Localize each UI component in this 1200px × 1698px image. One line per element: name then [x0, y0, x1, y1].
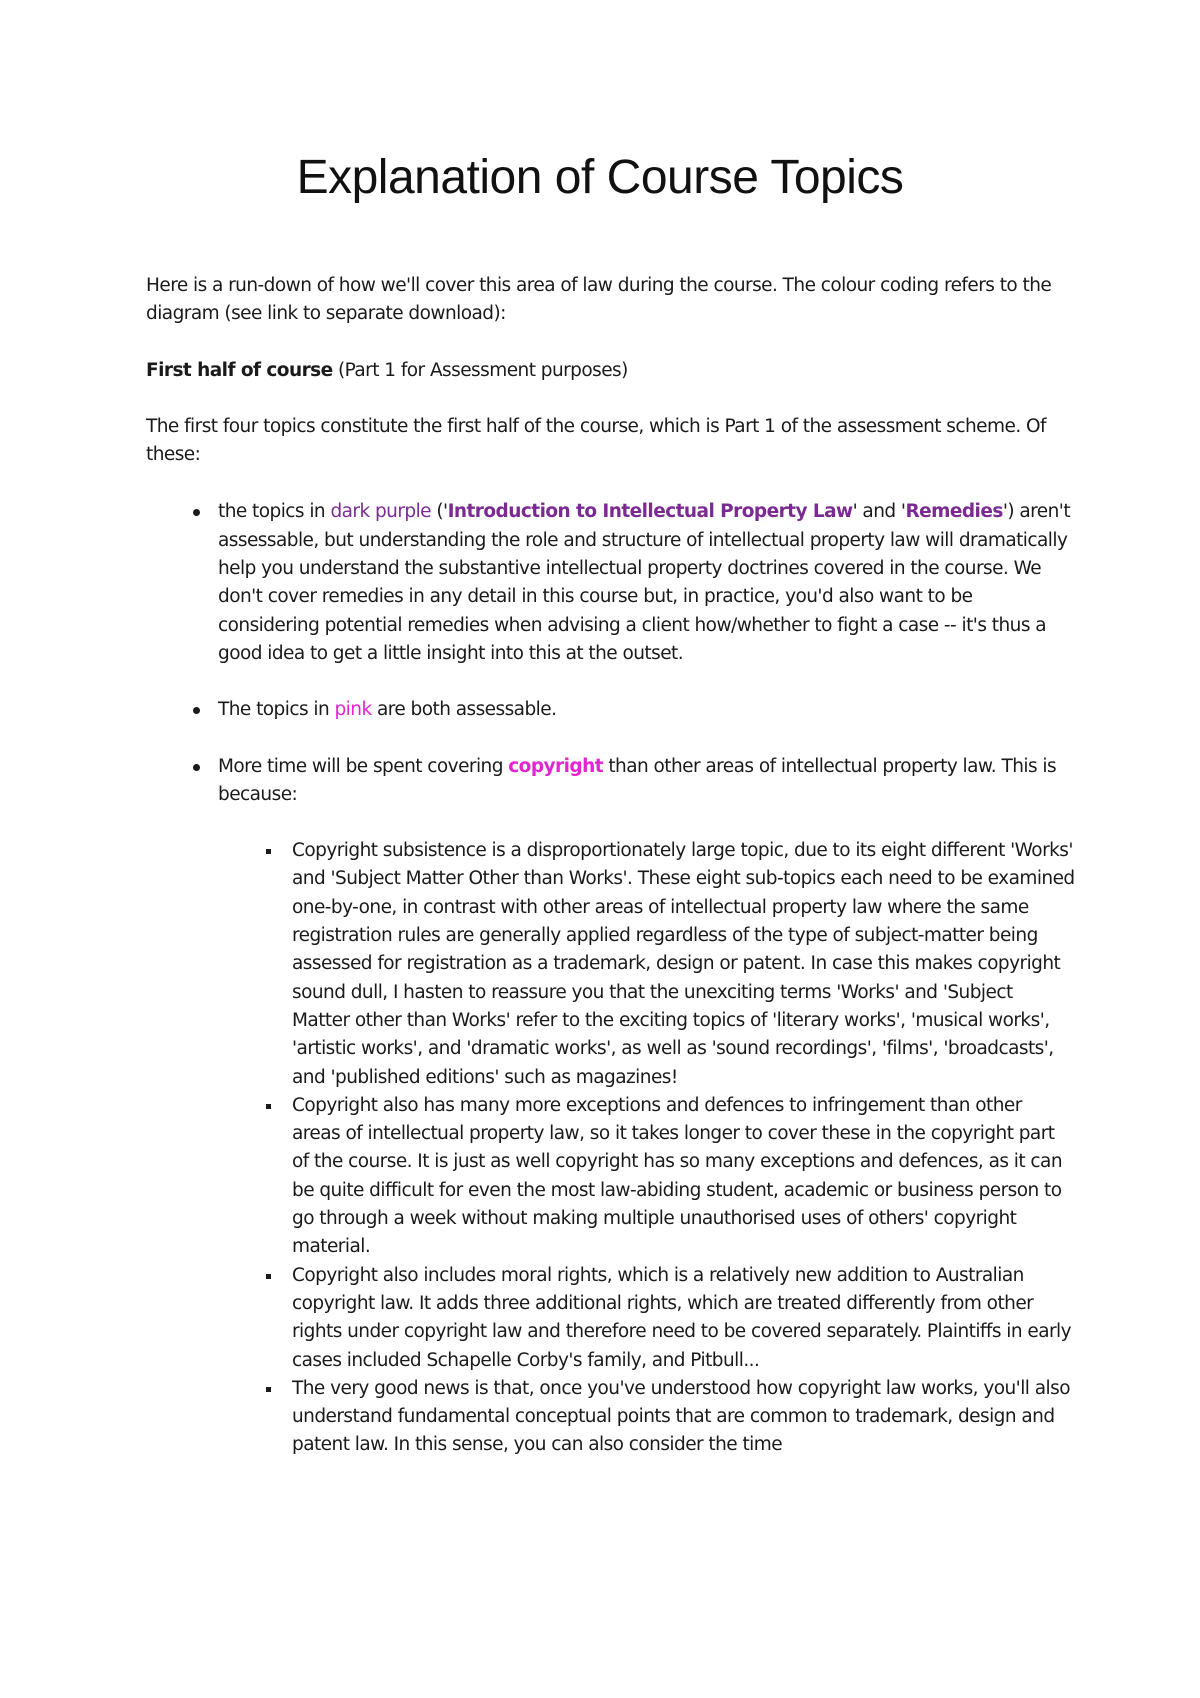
pink-label: pink — [334, 699, 372, 721]
intro-paragraph: Here is a run-down of how we'll cover this area of law during the course. The colour coding refers to the diagram (see link to separate download): — [146, 275, 1052, 325]
first-half-note: (Part 1 for Assessment purposes) — [332, 359, 628, 381]
text-run: are both assessable. — [371, 699, 557, 721]
first-half-paragraph — [146, 357, 1076, 385]
list-item-copyright — [146, 753, 1076, 1460]
text-run: the topics in — [218, 501, 331, 523]
sub-list-item — [218, 1262, 1075, 1375]
sub-item-text: Copyright also has many more exceptions and defences to infringement than other areas of intellectual property law, so it takes longer to cover these in the copyright part of the course. It is just as well copyright has so many exceptions and defences, as it can be quite difficult for even the most law-abiding student, academic or business person to go through a week without making multiple unauthorised uses of others' copyright material. — [292, 1094, 1063, 1258]
sub-item-text: Copyright also includes moral rights, which is a relatively new addition to Australian copyright law. It adds three additional rights, which are treated differently from other rights under copyright law and therefore need to be covered separately. Plaintiffs in early cases included Schapelle Corby's family, and Pitbull... — [292, 1264, 1072, 1371]
bullet-icon — [193, 764, 200, 771]
list-item-pink — [146, 696, 1076, 724]
sub-list-item — [218, 837, 1075, 1092]
document-body — [146, 272, 1076, 1488]
page-title: Explanation of Course Topics — [296, 151, 904, 204]
square-bullet-icon — [266, 1104, 271, 1109]
square-bullet-icon — [266, 1387, 271, 1392]
bullet-icon — [193, 707, 200, 714]
list-item-dark-purple — [146, 498, 1076, 668]
text-run: (' — [431, 501, 448, 523]
first-half-heading: First half of course — [146, 359, 333, 381]
sub-list-item — [218, 1375, 1075, 1460]
topic-remedies: Remedies — [905, 501, 1003, 523]
square-bullet-icon — [266, 849, 271, 854]
sub-list-item — [218, 1092, 1075, 1262]
copyright-reasons-list — [218, 837, 1076, 1460]
text-run: ' and ' — [852, 501, 906, 523]
topics-list — [146, 498, 1076, 1459]
first-four-paragraph: The first four topics constitute the first half of the course, which is Part 1 of the assessment scheme. Of these: — [146, 415, 1046, 466]
text-run: The topics in — [218, 699, 335, 721]
topic-intro-ip-law: Introduction to Intellectual Property Law — [447, 501, 853, 523]
bullet-icon — [193, 509, 200, 516]
square-bullet-icon — [266, 1274, 271, 1279]
topic-copyright: copyright — [508, 755, 603, 777]
text-run: More time will be spent covering — [218, 755, 509, 777]
dark-purple-label: dark purple — [330, 501, 432, 523]
sub-item-text: The very good news is that, once you've understood how copyright law works, you'll also understand fundamental conceptual points that are common to trademark, design and patent law. In this sense, you can also consider the time — [292, 1377, 1070, 1456]
text-run: ') aren't assessable, but understanding the role and structure of intellectual property law will dramatically help you understand the substantive intellectual property doctrines covered in the course. We don't cover remedies in any detail in this course but, in practice, you'd also want to be considering potential remedies when advising a client how/whether to fight a case -- it's thus a good idea to get a little insight into this at the outset. — [218, 501, 1071, 664]
text-run: than other areas of intellectual property law. This is because: — [218, 755, 1057, 805]
sub-item-text: Copyright subsistence is a disproportionately large topic, due to its eight different 'Works' and 'Subject Matter Other than Works'. These eight sub-topics each need to be examined one-by-one, in contrast with other areas of intellectual property law where the same registration rules are generally applied regardless of the type of subject-matter being assessed for registration as a trademark, design or patent. In case this makes copyright sound dull, I hasten to reassure you that the unexciting terms 'Works' and 'Subject Matter other than Works' refer to the exciting topics of 'literary works', 'musical works', 'artistic works', and 'dramatic works', as well as 'sound recordings', 'films', 'broadcasts', and 'published editions' such as magazines! — [292, 840, 1075, 1088]
